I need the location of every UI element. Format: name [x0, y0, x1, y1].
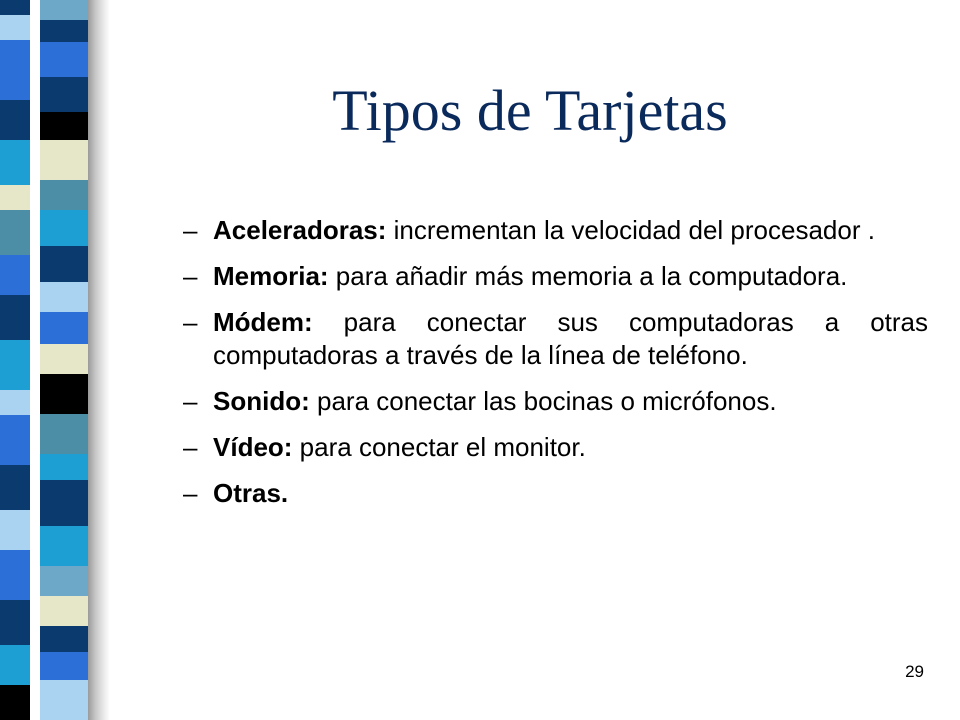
- strip-column-left: [0, 0, 30, 720]
- bullet-term: Vídeo:: [213, 432, 293, 462]
- strip-block: [0, 415, 30, 465]
- strip-block: [0, 685, 30, 720]
- strip-block: [0, 100, 30, 140]
- bullet-text: para añadir más memoria a la computadora.: [328, 261, 848, 291]
- bullet-dash: –: [183, 478, 198, 508]
- strip-block: [40, 112, 88, 140]
- bullet-item: [183, 431, 928, 464]
- strip-block: [40, 246, 88, 282]
- strip-block: [0, 255, 30, 295]
- strip-block: [40, 414, 88, 454]
- strip-block: [0, 510, 30, 550]
- bullet-item: [183, 260, 928, 293]
- slide-title: Tipos de Tarjetas: [332, 78, 728, 143]
- strip-column-right: [40, 0, 88, 720]
- strip-block: [40, 596, 88, 626]
- bullet-item: [183, 385, 928, 418]
- bullet-term: Otras.: [213, 478, 289, 508]
- strip-block: [0, 550, 30, 600]
- bullet-item: [183, 306, 928, 372]
- strip-block: [40, 454, 88, 480]
- strip-block: [40, 374, 88, 414]
- bullet-text: incrementan la velocidad del procesador .: [386, 215, 875, 245]
- strip-block: [40, 282, 88, 312]
- bullet-item: [183, 477, 928, 510]
- bullet-dash: –: [183, 215, 198, 245]
- strip-block: [0, 465, 30, 510]
- bullet-item: [183, 214, 928, 247]
- decorative-strip: [0, 0, 110, 720]
- strip-block: [40, 344, 88, 374]
- strip-block: [0, 645, 30, 685]
- strip-block: [40, 680, 88, 720]
- bullet-text: para conectar el monitor.: [292, 432, 586, 462]
- bullet-list: [183, 214, 928, 523]
- strip-block: [0, 15, 30, 40]
- strip-block: [40, 140, 88, 180]
- strip-block: [0, 340, 30, 390]
- strip-block: [40, 0, 88, 20]
- bullet-term: Memoria:: [213, 261, 329, 291]
- bullet-dash: –: [183, 432, 198, 462]
- strip-block: [40, 180, 88, 210]
- strip-block: [0, 210, 30, 255]
- bullet-dash: –: [183, 307, 198, 337]
- strip-block: [40, 480, 88, 526]
- strip-block: [0, 185, 30, 210]
- bullet-term: Módem:: [213, 307, 313, 337]
- strip-block: [40, 20, 88, 42]
- strip-block: [0, 40, 30, 100]
- bullet-dash: –: [183, 261, 198, 291]
- bullet-text: para conectar sus computadoras a otras computadoras a través de la línea de teléfono.: [213, 307, 928, 370]
- strip-block: [0, 390, 30, 415]
- strip-block: [0, 295, 30, 340]
- strip-block: [0, 600, 30, 645]
- strip-block: [40, 566, 88, 596]
- strip-block: [40, 42, 88, 77]
- strip-block: [0, 140, 30, 185]
- strip-block: [40, 626, 88, 652]
- bullet-term: Sonido:: [213, 386, 310, 416]
- strip-block: [40, 77, 88, 112]
- strip-block: [40, 210, 88, 246]
- bullet-term: Aceleradoras:: [213, 215, 387, 245]
- strip-block: [40, 312, 88, 344]
- strip-block: [40, 526, 88, 566]
- page-number: 29: [905, 662, 924, 681]
- bullet-text: para conectar las bocinas o micrófonos.: [309, 386, 777, 416]
- strip-block: [40, 652, 88, 680]
- strip-block: [0, 0, 30, 15]
- bullet-dash: –: [183, 386, 198, 416]
